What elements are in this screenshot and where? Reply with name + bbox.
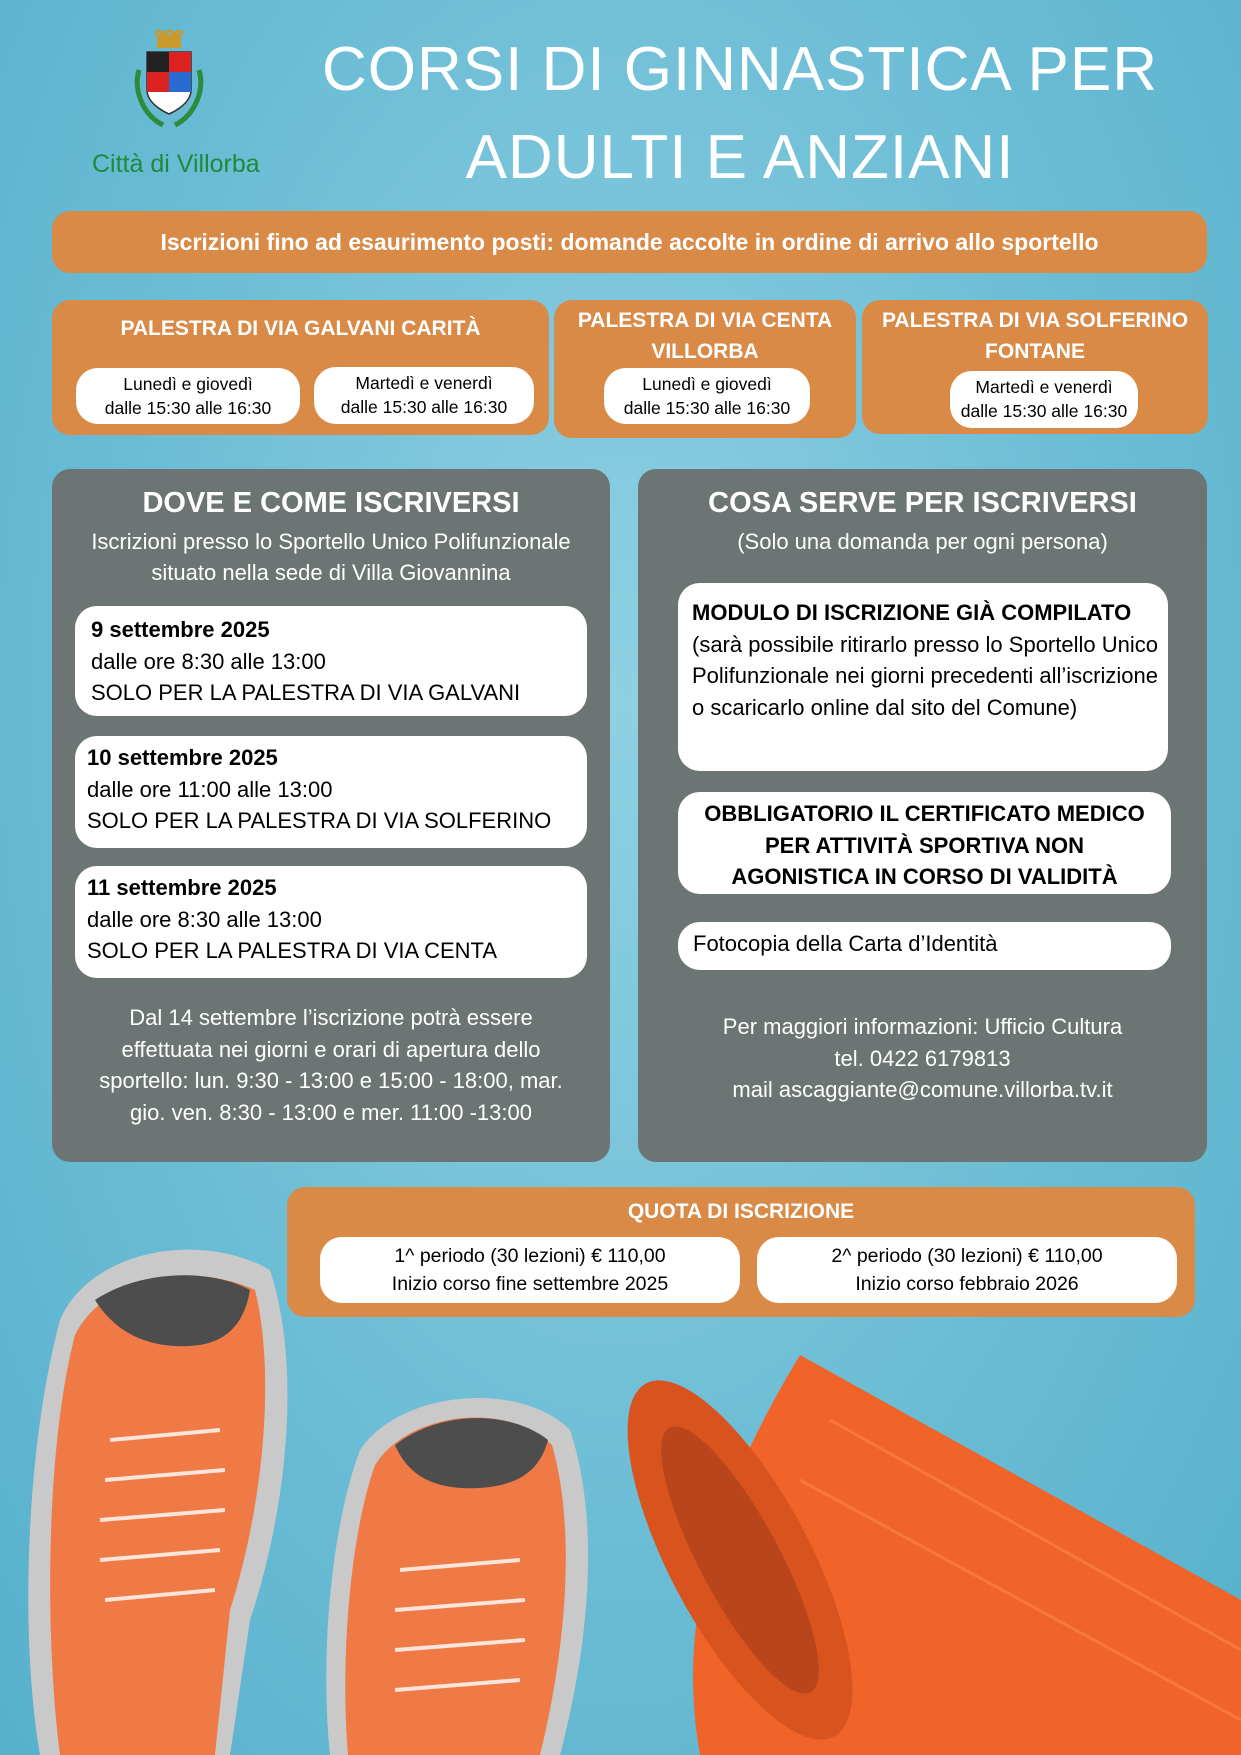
gym-solferino-card <box>862 300 1208 434</box>
slot-days: Martedì e venerdì <box>355 373 493 393</box>
slot-hours: dalle 15:30 alle 16:30 <box>340 397 508 417</box>
where-subtitle <box>52 526 610 588</box>
gym-galvani-card <box>52 300 549 435</box>
module-card <box>678 583 1168 771</box>
registration-banner: Iscrizioni fino ad esaurimento posti: domande accolte in ordine di arrivo allo sportello <box>52 211 1207 273</box>
date-label: 11 settembre 2025 <box>87 875 277 900</box>
certificate-line-1: OBBLIGATORIO IL CERTIFICATO MEDICO <box>704 801 1145 826</box>
fee-period-start: Inizio corso fine settembre 2025 <box>391 1273 669 1295</box>
gym-galvani-slot-1 <box>76 368 300 424</box>
gym-solferino-title <box>862 305 1208 367</box>
after-registration-info <box>52 1002 610 1128</box>
date-hours: dalle ore 11:00 alle 13:00 <box>87 776 333 802</box>
date-label: 9 settembre 2025 <box>91 617 270 642</box>
page-title <box>300 26 1180 202</box>
gym-centa-title-line-1: PALESTRA DI VIA CENTA <box>577 309 833 332</box>
fee-period-1 <box>320 1237 740 1303</box>
after-info-line-3: sportello: lun. 9:30 - 13:00 e 15:00 - 18:00, mar. <box>99 1068 563 1093</box>
right-shoe-illustration <box>326 1398 588 1755</box>
after-info-line-4: gio. ven. 8:30 - 13:00 e mer. 11:00 -13:00 <box>130 1099 532 1125</box>
certificate-line-3: AGONISTICA IN CORSO DI VALIDITÀ <box>731 864 1118 889</box>
medical-certificate-card <box>678 792 1171 894</box>
gym-solferino-title-line-1: PALESTRA DI VIA SOLFERINO <box>881 309 1189 332</box>
where-subtitle-line-1: Iscrizioni presso lo Sportello Unico Polifunzionale <box>91 529 571 554</box>
requirements-box <box>638 469 1207 1162</box>
yoga-mat-illustration <box>584 1351 1241 1755</box>
contact-info <box>638 1011 1207 1106</box>
fee-period-start: Inizio corso febbraio 2026 <box>855 1273 1079 1295</box>
where-subtitle-line-2: situato nella sede di Villa Giovannina <box>151 560 511 585</box>
title-line-1: CORSI DI GINNASTICA PER <box>321 35 1159 104</box>
date-hours: dalle ore 8:30 alle 13:00 <box>91 648 326 674</box>
after-info-line-1: Dal 14 settembre l’iscrizione potrà essere <box>129 1005 533 1030</box>
gym-centa-card <box>554 300 856 438</box>
requirements-heading: COSA SERVE PER ISCRIVERSI <box>708 487 1137 519</box>
where-heading: DOVE E COME ISCRIVERSI <box>142 487 520 519</box>
fee-box <box>287 1187 1195 1317</box>
requirements-subtitle: (Solo una domanda per ogni persona) <box>737 529 1108 554</box>
gym-centa-title-line-2: VILLORBA <box>651 340 759 363</box>
date-card-9-sept <box>75 606 587 716</box>
contact-email[interactable]: mail ascaggiante@comune.villorba.tv.it <box>732 1077 1113 1102</box>
module-text: (sarà possibile ritirarlo presso lo Sportello Unico Polifunzionale nei giorni precedenti all’iscrizione o scaricarlo online dal sito del Comune) <box>692 631 1158 720</box>
logo-caption: Città di Villorba <box>92 150 260 178</box>
gym-galvani-title: PALESTRA DI VIA GALVANI CARITÀ <box>120 317 481 340</box>
gym-solferino-slot-1 <box>950 371 1138 428</box>
fee-heading: QUOTA DI ISCRIZIONE <box>627 1200 855 1223</box>
slot-days: Lunedì e giovedì <box>123 374 253 394</box>
date-hours: dalle ore 8:30 alle 13:00 <box>87 906 322 932</box>
gym-solferino-title-line-2: FONTANE <box>985 340 1085 363</box>
gym-galvani-slot-2 <box>314 367 534 424</box>
fee-period-2 <box>757 1237 1177 1303</box>
module-title: MODULO DI ISCRIZIONE GIÀ COMPILATO <box>692 600 1132 625</box>
title-line-2: ADULTI E ANZIANI <box>465 123 1015 192</box>
certificate-line-2: PER ATTIVITÀ SPORTIVA NON <box>764 832 1084 858</box>
date-label: 10 settembre 2025 <box>87 745 278 770</box>
where-how-box <box>52 469 610 1162</box>
gym-centa-title <box>554 305 856 367</box>
slot-days: Martedì e venerdì <box>975 377 1113 397</box>
slot-hours: dalle 15:30 alle 16:30 <box>104 398 272 418</box>
slot-hours: dalle 15:30 alle 16:30 <box>623 398 791 418</box>
fee-period-price: 1^ periodo (30 lezioni) € 110,00 <box>394 1245 666 1267</box>
after-info-line-2: effettuata nei giorni e orari di apertura dello <box>121 1036 541 1062</box>
slot-days: Lunedì e giovedì <box>642 374 772 394</box>
date-note: SOLO PER LA PALESTRA DI VIA GALVANI <box>91 680 521 705</box>
date-note: SOLO PER LA PALESTRA DI VIA CENTA <box>87 938 497 963</box>
gym-centa-slot-1 <box>604 368 810 424</box>
contact-office: Per maggiori informazioni: Ufficio Cultura <box>722 1014 1123 1039</box>
slot-hours: dalle 15:30 alle 16:30 <box>960 401 1128 421</box>
villorba-coat-of-arms-logo <box>133 30 205 140</box>
date-note: SOLO PER LA PALESTRA DI VIA SOLFERINO <box>87 808 552 833</box>
left-shoe-illustration <box>28 1250 287 1755</box>
id-copy-card: Fotocopia della Carta d’Identità <box>678 922 1171 970</box>
fee-period-price: 2^ periodo (30 lezioni) € 110,00 <box>831 1245 1103 1267</box>
contact-phone: tel. 0422 6179813 <box>834 1045 1011 1071</box>
date-card-10-sept <box>75 736 587 848</box>
date-card-11-sept <box>75 866 587 978</box>
